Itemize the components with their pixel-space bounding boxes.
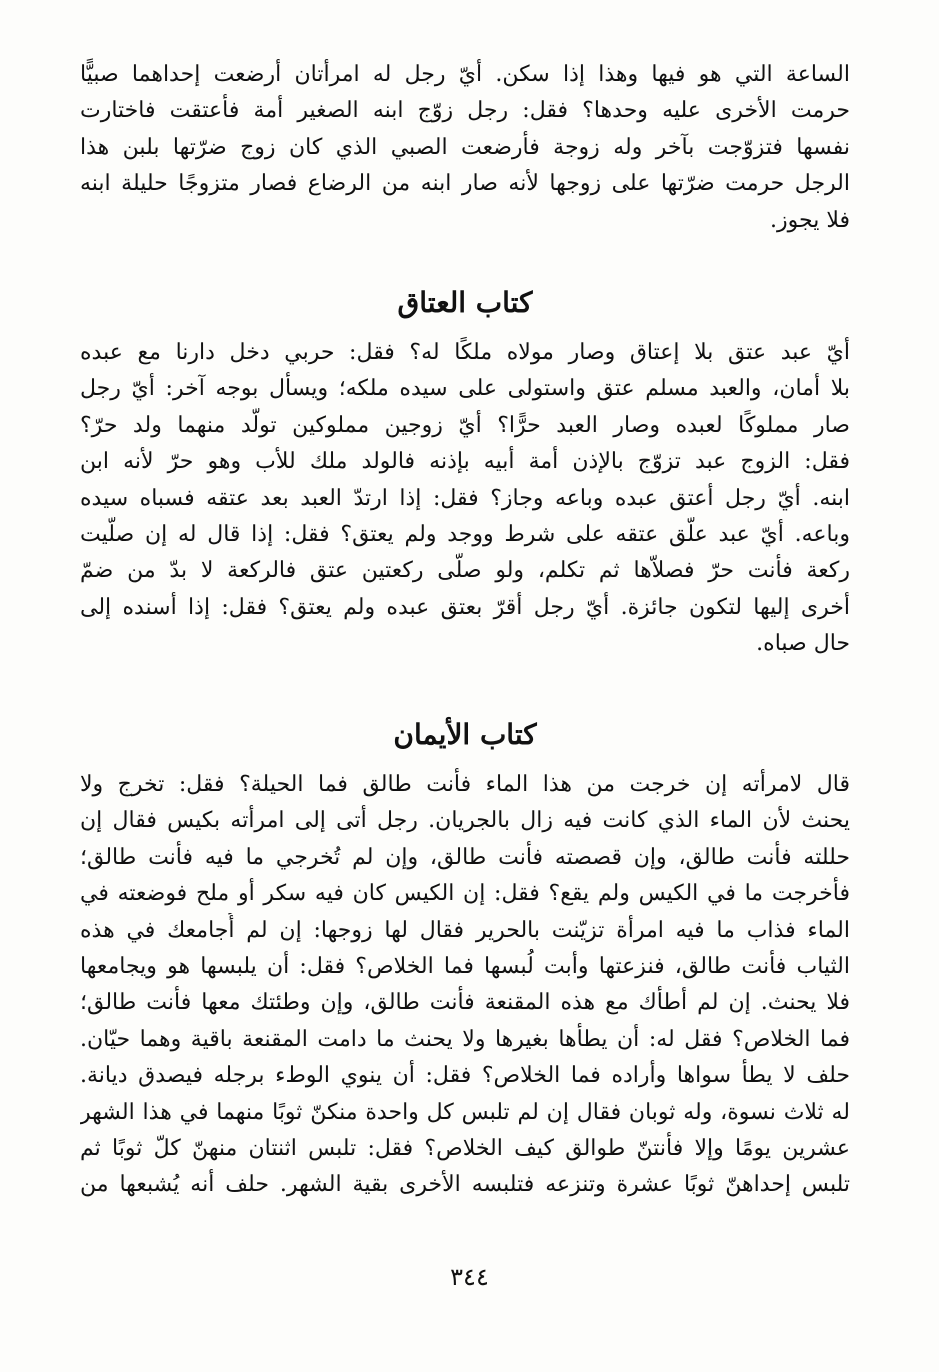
text-line: ابنه. أيّ رجل أعتق عبده وباعه وجاز؟ فقل: إذا ارتدّ العبد بعد عتقه فسباه سيده [80,485,850,511]
paragraph-manumission [80,335,850,663]
section-heading-manumission: كتاب العتاق [397,286,533,319]
text-line: فأخرجت ما في الكيس ولم يقع؟ فقل: إن الكيس كان فيه سكر أو ملح فوضعته في [80,881,850,907]
text-line: أخرى إليها لتكون جائزة. أيّ رجل أقرّ بعتق عبده ولم يعتق؟ فقل: إذا أسنده إلى [80,594,850,620]
text-line: الرجل حرمت ضرّتها على زوجها لأنه صار ابنه من الرضاع فصار متزوجًا حليلة ابنه [80,171,850,197]
text-line: حال صباه. [756,631,850,657]
text-line: حلف لا يطأ سواها وأراده فما الخلاص؟ فقل: أن ينوي الوطء برجله فيصدق ديانة. [80,1063,850,1089]
text-line: تلبس إحداهنّ ثوبًا عشرة وتنزعه فتلبسه الأخرى بقية الشهر. حلف أنه يُشبعها من [80,1172,850,1198]
text-line: بلا أمان، والعبد مسلم عتق واستولى على سيده ملكه؛ ويسأل بوجه آخر: أيّ رجل [80,376,850,402]
text-line: حللته فأنت طالق، وإن قصصته فأنت طالق، وإن لم تُخرجي ما فيه فأنت طالق؛ [80,844,850,870]
paragraph-continuation [80,57,850,239]
text-line: له ثلاث نسوة، وله ثوبان فقال إن لم تلبس كل واحدة منكنّ ثوبًا منهما في هذا الشهر [80,1099,850,1125]
text-line: ركعة فأنت حرّ فصلاّها ثم تكلم، ولو صلّى ركعتين عتق فالركعة لا بدّ من ضمّ [80,558,850,584]
text-line: فما الخلاص؟ فقل له: أن يطأها بغيرها ولا يحنث ما دامت المقنعة باقية وهما حيّان. [80,1026,850,1052]
text-line: الساعة التي هو فيها وهذا إذا سكن. أيّ رجل له امرأتان أرضعت إحداهما صبيًّا [80,62,850,87]
text-line: الماء فذاب ما فيه امرأة تزيّنت بالحرير فقال لها زوجها: إن لم أُجامعك في هذه [80,917,850,943]
text-line: فلا يحنث. إن لم أطأك مع هذه المقنعة فأنت طالق، وإن وطئتك معها فأنت طالق؛ [80,990,850,1016]
text-line: أيّ عبد عتق بلا إعتاق وصار مولاه ملكًا له؟ فقل: حربي دخل دارنا مع عبده [80,340,850,365]
text-line: قال لامرأته إن خرجت من هذا الماء فأنت طالق فما الحيلة؟ فقل: تخرج ولا [80,772,850,797]
text-line: الثياب فأنت طالق، فنزعتها وأبت لُبسها فما الخلاص؟ فقل: أن يلبسها هو ويجامعها [80,954,850,980]
text-line: فقل: الزوج عبد تزوّج بالإذن أمة أبيه بإذنه فالولد ملك للأب وهو حرّ لأنه ابن [80,449,850,475]
page-number: ٣٤٤ [450,1263,489,1291]
paragraph-oaths [80,767,850,1204]
text-line: نفسها فتزوّجت بآخر وله زوجة فأرضعت الصبي الذي كان زوج ضرّتها بلبن هذا [80,134,850,160]
text-line: حرمت الأخرى عليه وحدها؟ فقل: رجل زوّج ابنه الصغير أمة فأعتقت فاختارت [80,98,850,124]
text-line: فلا يجوز. [770,207,850,233]
text-line: يحنث لأن الماء الذي كانت فيه زال بالجريان. رجل أتى إلى امرأته بكيس فقال إن [80,808,850,834]
text-line: عشرين يومًا وإلا فأنتنّ طوالق كيف الخلاص؟ فقل: تلبس اثنتان منهنّ كلّ ثوبًا ثم [80,1136,850,1162]
text-line: صار مملوكًا لعبده وصار العبد حرًّا؟ أيّ زوجين مملوكين تولّد منهما ولد حرّ؟ [80,412,850,438]
section-heading-oaths: كتاب الأيمان [393,718,537,751]
text-line: وباعه. أيّ عبد علّق عتقه على شرط ووجد ولم يعتق؟ فقل: إذا قال له إن صلّيت [80,522,850,548]
